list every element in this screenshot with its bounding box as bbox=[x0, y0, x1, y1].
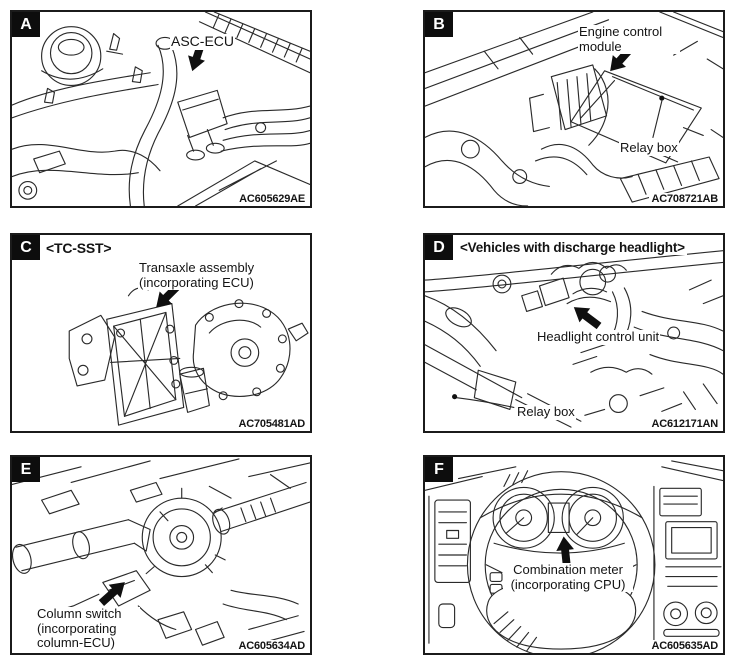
callout-combination-meter: Combination meter (incorporating CPU) bbox=[503, 563, 633, 592]
panel-e bbox=[10, 455, 312, 655]
panel-e-letter: E bbox=[20, 460, 32, 478]
figure-code-e: AC605634AD bbox=[236, 640, 308, 652]
panel-c-transaxle-art bbox=[69, 275, 308, 425]
panel-b bbox=[423, 10, 725, 208]
panel-e-letter-badge bbox=[12, 457, 40, 482]
figure-code-f: AC605635AD bbox=[649, 640, 721, 652]
panel-f bbox=[423, 455, 725, 655]
panel-b-letter: B bbox=[433, 15, 445, 33]
panel-d-letter-badge bbox=[425, 235, 453, 260]
panel-a-letter-badge bbox=[12, 12, 40, 37]
panel-f-cockpit-art bbox=[425, 461, 723, 653]
panel-f-illustration bbox=[425, 457, 723, 653]
leader-dot-relay-box-b bbox=[659, 96, 664, 101]
panel-f-letter: F bbox=[434, 460, 444, 478]
panel-d-letter: D bbox=[433, 238, 445, 256]
panel-b-letter-badge bbox=[425, 12, 453, 37]
callout-arrow-column-switch bbox=[95, 576, 130, 610]
leader-dot-relay-box-d bbox=[452, 394, 457, 399]
callout-asc-ecu: ASC-ECU bbox=[171, 33, 235, 49]
panel-a-engine-bay-art bbox=[12, 12, 310, 206]
panel-a-letter: A bbox=[20, 15, 32, 33]
callout-headlight-control-unit: Headlight control unit bbox=[537, 329, 660, 344]
panel-c-variant-title: <TC-SST> bbox=[46, 240, 112, 256]
figure-code-a: AC605629AE bbox=[236, 193, 308, 205]
panel-d-variant-title: <Vehicles with discharge headlight> bbox=[460, 240, 685, 255]
callout-transaxle-assembly: Transaxle assembly (incorporating ECU) bbox=[138, 261, 280, 290]
callout-relay-box-d: Relay box bbox=[517, 404, 575, 419]
callout-column-switch: Column switch (incorporating column-ECU) bbox=[36, 607, 140, 651]
callout-relay-box-b: Relay box bbox=[620, 140, 678, 155]
panel-c bbox=[10, 233, 312, 433]
panel-c-letter: C bbox=[20, 238, 32, 256]
leader-line-relay-box-b bbox=[653, 101, 662, 137]
leader-line-relay-box-d bbox=[457, 398, 514, 408]
panel-a bbox=[10, 10, 312, 208]
figure-code-c: AC705481AD bbox=[236, 418, 308, 430]
panel-d bbox=[423, 233, 725, 433]
panel-c-letter-badge bbox=[12, 235, 40, 260]
figure-code-d: AC612171AN bbox=[649, 418, 721, 430]
figure-code-b: AC708721AB bbox=[649, 193, 721, 205]
callout-engine-control-module: Engine control module bbox=[578, 25, 680, 54]
panel-f-letter-badge bbox=[425, 457, 453, 482]
panel-a-illustration bbox=[12, 12, 310, 206]
